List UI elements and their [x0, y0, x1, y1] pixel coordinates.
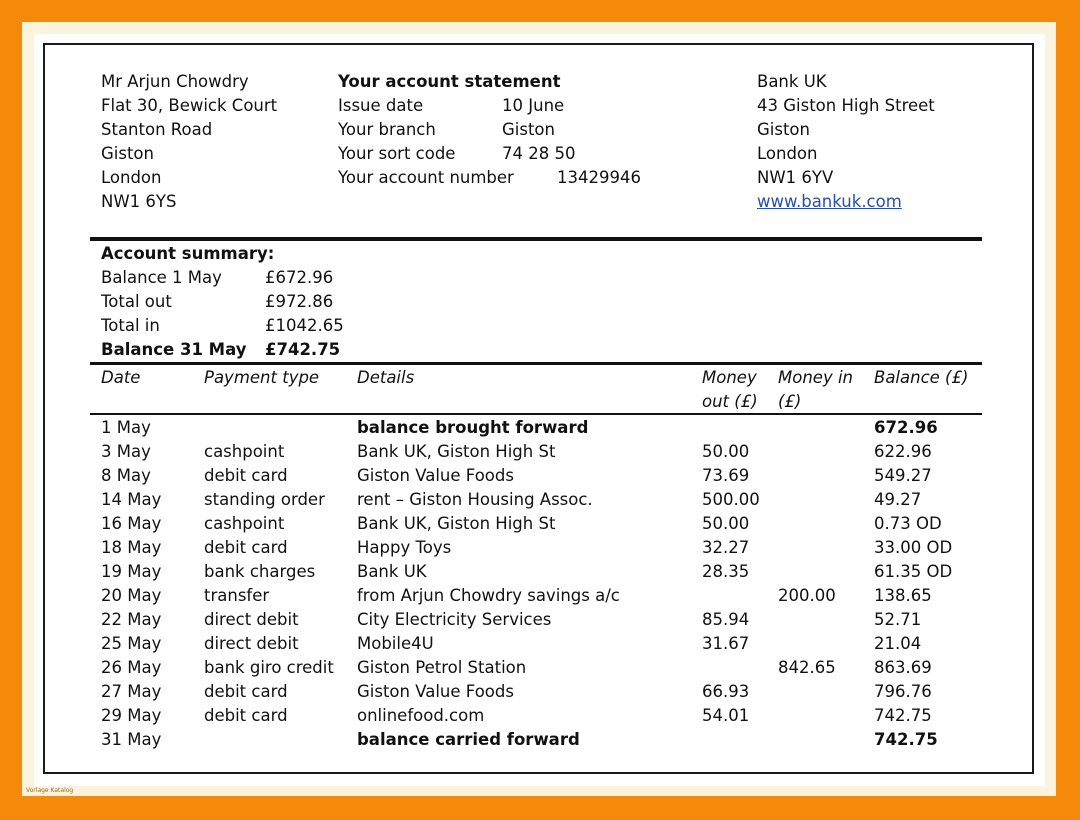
row-date: 31 May [101, 730, 162, 749]
row-date: 29 May [101, 706, 162, 725]
row-date: 20 May [101, 586, 162, 605]
bank-address-line: London [757, 144, 818, 163]
row-balance: 622.96 [874, 442, 932, 461]
row-details: Bank UK, Giston High St [357, 514, 556, 533]
row-payment-type: debit card [204, 706, 288, 725]
transactions-table [0, 416, 1080, 752]
header-money-out: Money [702, 368, 757, 387]
section-divider [90, 237, 982, 241]
row-balance: 863.69 [874, 658, 932, 677]
account-number-label: Your account number [338, 168, 514, 187]
row-balance: 549.27 [874, 466, 932, 485]
issue-date-label: Issue date [338, 96, 424, 115]
table-row [0, 464, 1080, 488]
table-row [0, 560, 1080, 584]
row-payment-type: standing order [204, 490, 325, 509]
customer-address-line: Flat 30, Bewick Court [101, 96, 278, 115]
row-money-out: 66.93 [702, 682, 750, 701]
row-money-out: 85.94 [702, 610, 750, 629]
section-divider [90, 362, 982, 365]
bank-address-line: 43 Giston High Street [757, 96, 935, 115]
row-payment-type: debit card [204, 466, 288, 485]
row-details: Happy Toys [357, 538, 452, 557]
bank-website-link[interactable]: www.bankuk.com [757, 192, 902, 211]
table-header-divider [90, 413, 982, 415]
row-date: 16 May [101, 514, 162, 533]
row-details: Giston Petrol Station [357, 658, 527, 677]
watermark: Vorlage Katalog [26, 787, 74, 794]
row-date: 3 May [101, 442, 151, 461]
summary-label: Balance 1 May [101, 268, 222, 287]
row-payment-type: cashpoint [204, 514, 285, 533]
table-row [0, 584, 1080, 608]
row-balance: 49.27 [874, 490, 922, 509]
row-balance: 672.96 [874, 418, 938, 437]
header-details: Details [357, 368, 415, 387]
row-payment-type: direct debit [204, 610, 299, 629]
row-money-out: 500.00 [702, 490, 760, 509]
customer-postcode: NW1 6YS [101, 192, 177, 211]
table-row [0, 536, 1080, 560]
summary-heading: Account summary: [101, 244, 275, 263]
branch-label: Your branch [338, 120, 436, 139]
row-balance: 138.65 [874, 586, 932, 605]
bank-name: Bank UK [757, 72, 827, 91]
row-money-out: 32.27 [702, 538, 750, 557]
row-money-out: 73.69 [702, 466, 750, 485]
row-money-out: 54.01 [702, 706, 750, 725]
row-details: rent – Giston Housing Assoc. [357, 490, 593, 509]
row-payment-type: debit card [204, 682, 288, 701]
table-row [0, 680, 1080, 704]
row-details: Bank UK, Giston High St [357, 442, 556, 461]
row-payment-type: bank giro credit [204, 658, 334, 677]
table-row [0, 656, 1080, 680]
table-row [0, 632, 1080, 656]
summary-value: £1042.65 [265, 316, 344, 335]
row-payment-type: bank charges [204, 562, 316, 581]
header-payment-type: Payment type [204, 368, 320, 387]
summary-value: £672.96 [265, 268, 334, 287]
statement-title: Your account statement [338, 72, 561, 91]
table-row [0, 416, 1080, 440]
header-balance: Balance (£) [874, 368, 969, 387]
row-balance: 742.75 [874, 730, 938, 749]
summary-label: Total in [101, 316, 160, 335]
table-row [0, 608, 1080, 632]
customer-address-line: Stanton Road [101, 120, 213, 139]
row-date: 18 May [101, 538, 162, 557]
row-date: 25 May [101, 634, 162, 653]
row-details: Mobile4U [357, 634, 434, 653]
row-details: Giston Value Foods [357, 682, 514, 701]
bank-address-line: Giston [757, 120, 810, 139]
sort-code-label: Your sort code [338, 144, 456, 163]
row-date: 27 May [101, 682, 162, 701]
summary-label: Total out [101, 292, 172, 311]
customer-name: Mr Arjun Chowdry [101, 72, 249, 91]
table-row [0, 488, 1080, 512]
row-details: Bank UK [357, 562, 427, 581]
row-money-out: 50.00 [702, 442, 750, 461]
closing-balance-label: Balance 31 May [101, 340, 247, 359]
summary-value: £972.86 [265, 292, 334, 311]
row-money-out: 31.67 [702, 634, 750, 653]
table-row [0, 728, 1080, 752]
sort-code-value: 74 28 50 [502, 144, 576, 163]
header-date: Date [101, 368, 141, 387]
row-money-in: 200.00 [778, 586, 836, 605]
table-row [0, 704, 1080, 728]
row-details: balance carried forward [357, 730, 580, 749]
table-row [0, 512, 1080, 536]
row-payment-type: transfer [204, 586, 270, 605]
row-details: from Arjun Chowdry savings a/c [357, 586, 620, 605]
account-number-value: 13429946 [557, 168, 641, 187]
row-balance: 61.35 OD [874, 562, 953, 581]
customer-address-line: Giston [101, 144, 154, 163]
branch-value: Giston [502, 120, 555, 139]
row-balance: 21.04 [874, 634, 922, 653]
bank-postcode: NW1 6YV [757, 168, 834, 187]
row-date: 8 May [101, 466, 151, 485]
row-balance: 33.00 OD [874, 538, 953, 557]
row-date: 26 May [101, 658, 162, 677]
row-date: 19 May [101, 562, 162, 581]
row-payment-type: cashpoint [204, 442, 285, 461]
row-details: balance brought forward [357, 418, 589, 437]
row-date: 14 May [101, 490, 162, 509]
header-money-out-unit: out (£) [702, 392, 758, 411]
header-money-in-unit: (£) [778, 392, 802, 411]
table-row [0, 440, 1080, 464]
row-balance: 0.73 OD [874, 514, 942, 533]
row-money-out: 50.00 [702, 514, 750, 533]
row-date: 1 May [101, 418, 151, 437]
row-balance: 742.75 [874, 706, 932, 725]
row-balance: 796.76 [874, 682, 932, 701]
row-payment-type: direct debit [204, 634, 299, 653]
row-payment-type: debit card [204, 538, 288, 557]
row-balance: 52.71 [874, 610, 922, 629]
row-details: Giston Value Foods [357, 466, 514, 485]
row-money-out: 28.35 [702, 562, 750, 581]
issue-date-value: 10 June [502, 96, 565, 115]
row-details: City Electricity Services [357, 610, 552, 629]
row-date: 22 May [101, 610, 162, 629]
row-money-in: 842.65 [778, 658, 836, 677]
closing-balance-value: £742.75 [265, 340, 341, 359]
row-details: onlinefood.com [357, 706, 485, 725]
header-money-in: Money in [778, 368, 853, 387]
customer-address-line: London [101, 168, 162, 187]
